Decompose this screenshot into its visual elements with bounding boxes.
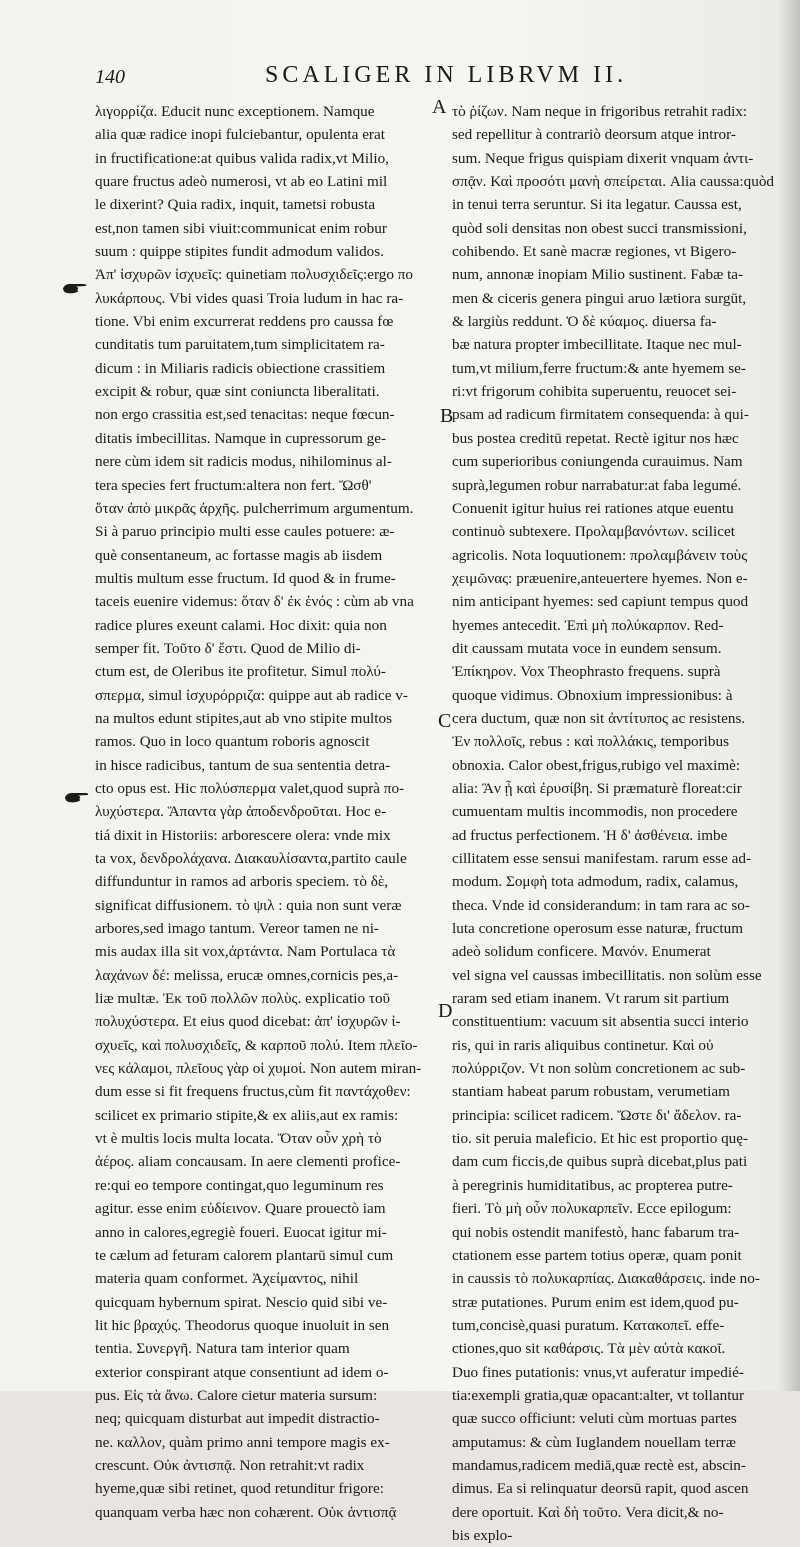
right-column-line: Conuenit igitur huius rei rationes atque euentu [452,499,734,517]
right-column-line: tia:exempli gratia,quæ opacant:alter, vt tollantur [452,1386,745,1404]
left-column-line: ditatis imbecillitas. Namque in cupressorum ge- [95,429,387,447]
left-text-column [95,100,431,1524]
right-column-line: cohibendo. Et sanè macræ regiones, vt Bigero- [452,243,737,261]
right-column-line: dere oportuit. Καὶ δὴ τοῦτο. Vera dicit,& no- [452,1503,724,1521]
right-column-line: à peregrinis humiditatibus, ac propterea putre- [452,1176,733,1194]
right-column-line: χειμῶνας: præuenire,anteuertere hyemes. Non e- [452,569,748,587]
pointing-hand-icon [62,281,88,295]
right-column-line: nim anticipant hyemes: sed capiunt tempus quod [452,593,749,611]
left-column-line: Ἀπ' ἰσχυρῶν ἰσχυεῖς: quinetiam πολυσχιδεῖς:ergo πο [95,266,414,284]
right-column-line: modum. Σομφὴ tota admodum, radix, calamus, [452,873,739,891]
right-column-line: ris, qui in raris aliquibus continetur. Καὶ οὐ [452,1036,714,1054]
right-column-line: quoque vidimus. Obnoxium impressionibus: à [452,686,733,704]
left-column-line: pus. Εἰς τὰ ἄνω. Calore cietur materia sursum: [95,1386,378,1404]
page-header [95,62,775,92]
right-column-line: psam ad radicum firmitatem consequenda: à qui- [452,406,749,424]
left-column-line: quare fructus adeò numerosi, vt ab eo Latini mil [95,173,388,191]
right-column-line: obnoxia. Calor obest,frigus,rubigo vel maximè: [452,756,741,774]
left-column-line: ta vox, δενδρολάχανα. Διακαυλίσαντα,partito caule [95,850,407,867]
right-column-line: vel signa vel caussas imbecillitatis. non solùm esse [452,966,762,984]
left-column-line: est,non tamen sibi viuit:communicat enim robur [95,219,387,237]
right-column-line: suprà,legumen robur narrabatur:at faba legumé. [452,476,742,494]
right-text-column [452,100,778,1547]
left-column-line: agitur. esse enim εὐδίεινον. Quare prouectò iam [95,1200,386,1218]
left-column-line: vt è multis locis multa locata. Ὅταν οὖν χρὴ τὸ [95,1130,382,1148]
left-column-line: significat diffusionem. τὸ ψιλ : quia non sunt veræ [95,896,402,914]
right-column-line: in caussis τὸ πολυκαρπίας. Διακαθάρσεις. inde no- [452,1270,760,1288]
right-column-line: dimus. Ea si relinquatur deorsū rapit, quod ascen [452,1480,749,1498]
left-column-line: λυκάρπους. Vbi vides quasi Troia ludum in hac ra- [95,289,404,307]
right-column-line: cillitatem esse sensui manifestam. rarum esse ad- [452,850,752,867]
right-column-line: cumuentam multis incommodis, non procedere [452,803,738,821]
left-column-line: na multos edunt stipites,aut ab vno stipite multos [95,709,392,727]
left-column-line: te cælum ad feturam calorem plantarū simul cum [95,1246,394,1264]
left-column-line: quicquam hybernum spirat. Nescio quid sibi ve- [95,1293,388,1311]
left-column-line: σπερμα, simul ἰσχυρόρριζα: quippe aut ab radice v- [95,686,408,704]
left-column-line: ramos. Quo in loco quantum roboris agnoscit [95,733,370,751]
left-column-line: tentia. Συνεργῆ. Natura tam interior quam [95,1340,350,1358]
right-column-line: qui nobis ostendit manifestò, hanc fabarum tra- [452,1223,740,1241]
right-column-line: hyemes antecedit. Ἐπὶ μὴ πολύκαρπον. Red- [452,616,724,634]
left-column-line: hyeme,quæ sibi retinet, quod retunditur frigore: [95,1480,384,1498]
left-column-line: excipit & robur, quæ sint coniuncta liberalitati. [95,383,380,401]
left-column-line: liæ multæ. Ἐκ τοῦ πολλῶν πολὺς. explicatio τοῦ [95,990,391,1008]
right-column-line: in tenui terra seruntur. Si ita legatur. Caussa est, [452,196,742,214]
right-column-line: continuò subtexere. Προλαμβανόντων. scilicet [452,523,735,541]
margin-marker-b: B [440,405,454,427]
right-column-line: alia: Ἂν ᾖ καὶ ἐρυσίβη. Si præmaturè floreat:cir [452,779,742,797]
right-column-line: σπᾷν. Καὶ προσότι μανὴ σπείρεται. Alia caussa:quòd [452,173,775,191]
right-column-line: sum. Neque frigus quispiam dixerit vnquam ἀντι- [452,149,754,167]
left-column-line: νες κάλαμοι, πλεῖους γὰρ οἱ χυμοί. Non autem miran- [95,1060,422,1078]
right-column-line: dit caussam mutata voce in eundem sensum. [452,639,722,657]
right-column-line: fieri. Τὸ μὴ οὖν πολυκαρπεῖν. Ecce epilogum: [452,1200,732,1218]
right-column-line: ad fructus perfectionem. Ἡ δ' ἀσθένεια. imbe [452,826,728,844]
right-column-line: cera ductum, quæ non sit ἀντίτυπος ac resistens. [452,709,746,727]
left-column-line: arbores,sed imago tantum. Vereor tamen ne ni- [95,920,379,938]
left-column-line: neq; quicquam disturbat aut impedit distractio- [95,1410,380,1428]
right-column-line: & largiùs reddunt. Ὁ δὲ κύαμος. diuersa fa- [452,313,717,331]
left-column-line: ἀέρος. aliam concausam. In aere clementi profice- [95,1153,401,1171]
right-column-line: agricolis. Nota loquutionem: προλαμβάνειν τοὺς [452,546,748,564]
left-column-line: in hisce radicibus, tantum de sua sententia detra- [95,756,391,774]
left-column-line: lit hic βραχύς. Theodorus quoque inuoluit in sen [95,1316,390,1334]
right-column-line: bis explo- [452,1526,513,1544]
left-column-line: semper fit. Τοῦτο δ' ἔστι. Quod de Milio di- [95,639,361,657]
right-column-line: men & ciceris genera pingui aruo lætiora surgūt, [452,289,747,307]
left-column-line: materia quam conformet. Ἀχείμαντος, nihil [95,1270,359,1288]
left-column-line: multis multum esse fructum. Id quod & in frume- [95,569,396,587]
margin-marker-a: A [432,96,447,118]
pointing-hand-icon [64,790,90,804]
right-column-line: theca. Vnde id considerandum: in tam rara ac so- [452,896,750,914]
left-column-line: σχυεῖς, καὶ πολυσχιδεῖς, & καρποῦ πολύ. Item πλεῖο- [95,1036,418,1054]
left-column-line: cunditatis tum paruitatem,tum simplicitatem ra- [95,336,385,354]
right-column-line: constituentium: vacuum sit absentia succi interio [452,1013,749,1031]
left-column-line: ne. καλλον, quàm primo anni tempore magis ex- [95,1433,390,1451]
right-column-line: ctationem esse partem totius operæ, quam ponit [452,1246,742,1264]
left-column-line: crescunt. Οὐκ ἀντισπᾷ. Non retrahit:vt radix [95,1456,365,1474]
right-column-line: sed repellitur à contrariò deorsum atque intror- [452,126,736,144]
margin-marker-d: D [438,1000,453,1022]
right-column-line: τὸ ῥίζων. Nam neque in frigoribus retrahit radix: [452,103,748,120]
left-column-line: exterior conspirant atque consentiunt ad idem o- [95,1363,389,1381]
left-column-line: anno in calores,egregiè foueri. Euocat igitur mi- [95,1223,387,1241]
right-column-line: tio. sit peruia maleficio. Et hic est proportio quę- [452,1130,749,1148]
running-head: SCALIGER IN LIBRVM II. [265,62,628,88]
right-column-line: πολύρριζον. Vt non solùm concretionem ac sub- [452,1060,746,1078]
page-edge-shadow [778,0,800,1391]
left-column-line: in fructificatione:at quibus valida radix,vt Milio, [95,149,389,167]
left-column-line: nere cùm idem sit radicis modus, nihilominus al- [95,453,392,471]
right-column-line: adeò solidum conficere. Μανόν. Enumerat [452,943,711,961]
right-column-line: num, annonæ inopiam Milio sustinent. Fabæ ta- [452,266,744,284]
right-column-line: quòd soli densitas non obest succi transmissioni, [452,219,747,237]
left-column-line: diffunduntur in ramos ad arboris speciem. τὸ δὲ, [95,873,389,891]
right-column-line: raram sed etiam inanem. Vt rarum sit partium [452,990,730,1008]
right-column-line: Duo fines putationis: vnus,vt auferatur impedié- [452,1363,744,1381]
right-column-line: mandamus,radicem mediā,quæ rectè est, abscin- [452,1456,746,1474]
right-column-line: quæ succo officiunt: veluti cùm mortuas partes [452,1410,737,1428]
page-number: 140 [95,66,125,88]
right-column-line: cum superioribus coniungenda curauimus. Nam [452,453,743,471]
left-column-line: ὅταν ἀπὸ μικρᾶς ἀρχῆς. pulcherrimum argumentum. [95,499,414,517]
left-column-line: alia quæ radice inopi fulciebantur, opulenta erat [95,126,385,144]
right-column-line: tum,vt milium,ferre fructum:& ante hyemem se- [452,359,746,377]
left-column-line: Si à paruo principio multi esse caules potuere: æ- [95,523,395,541]
right-column-line: stræ putationes. Purum enim est idem,quod pu- [452,1293,739,1311]
right-column-line: ri:vt frigorum cohibita superuentu, reuocet sei- [452,383,737,401]
left-column-line: scilicet ex primario stipite,& ex aliis,aut ex ramis: [95,1106,399,1124]
right-column-line: ctiones,quo sit καθάρσις. Τὰ μὲν αὐτὰ κακοῖ. [452,1340,726,1358]
right-column-line: principia: scilicet radicem. Ὥστε δι' ἄδελον. ra- [452,1106,742,1124]
margin-marker-c: C [438,710,452,732]
left-column-line: radice plures exeunt calami. Hoc dixit: quia non [95,616,387,634]
left-column-line: re:qui eo tempore contingat,quo leguminum res [95,1176,384,1194]
left-column-line: tiá dixit in Historiis: arborescere olera: vnde mix [95,826,391,844]
left-column-line: le dixerint? Quia radix, inquit, tametsi robusta [95,196,376,214]
left-column-line: λυχύστερα. Ἅπαντα γὰρ ἀποδενδροῦται. Hoc e- [95,803,387,821]
right-column-line: bus postea creditū repetat. Rectè igitur nos hæc [452,429,739,447]
right-column-line: tum,concisè,quasi puratum. Κατακοπεῖ. effe- [452,1316,725,1334]
right-column-line: bæ natura propter imbecillitate. Itaque nec mul- [452,336,742,354]
left-column-line: dicum : in Miliaris radicis obiectione crassitiem [95,359,386,377]
right-column-line: dam cum ficcis,de quibus suprà dicebat,plus pati [452,1153,748,1171]
right-column-line: luta concretione operosum esse naturæ, fructum [452,920,744,938]
right-column-line: stantiam habeat parum robustam, verumetiam [452,1083,730,1101]
left-column-line: mis audax illa sit vox,ἀρτάντα. Nam Portulaca τὰ [95,943,396,961]
right-column-line: Ἐπίκηρον. Vox Theophrasto frequens. suprà [452,663,721,681]
right-column-line: Ἐν πολλοῖς, rebus : καὶ πολλάκις, temporibus [452,733,730,751]
left-column-line: λιγορρίζα. Educit nunc exceptionem. Namque [95,103,375,120]
right-column-line: amputamus: & cùm Iuglandem nouellam terræ [452,1433,736,1451]
left-column-line: λαχάνων δέ: melissa, erucæ omnes,cornicis pes,a- [95,966,399,984]
left-column-line: taceis euenire videmus: ὅταν δ' ἐκ ἑνός : cùm ab vna [95,593,414,611]
left-column-line: cto opus est. Hic πολύσπερμα valet,quod suprà πο- [95,779,405,797]
left-column-line: ctum est, de Oleribus ite profitetur. Simul πολύ- [95,663,386,681]
left-column-line: tera species fert fructum:altera non fert. Ὥσθ' [95,476,372,494]
left-column-line: non ergo crassitia est,sed tenacitas: neque fœcun- [95,406,395,424]
left-column-line: dum esse si fit frequens fructus,cùm fit παντάχοθεν: [95,1083,411,1101]
left-column-line: tione. Vbi enim excurrerat reddens pro caussa fœ [95,313,394,331]
left-column-line: què consentaneum, ac fortasse magis ab iisdem [95,546,383,564]
left-column-line: πολυχύστερα. Et eius quod dicebat: ἀπ' ἰσχυρῶν ἰ- [95,1013,401,1031]
left-column-line: suum : quippe stipites fundit admodum validos. [95,243,384,261]
left-column-line: quanquam verba hæc non cohærent. Οὐκ ἀντισπᾷ [95,1503,397,1521]
